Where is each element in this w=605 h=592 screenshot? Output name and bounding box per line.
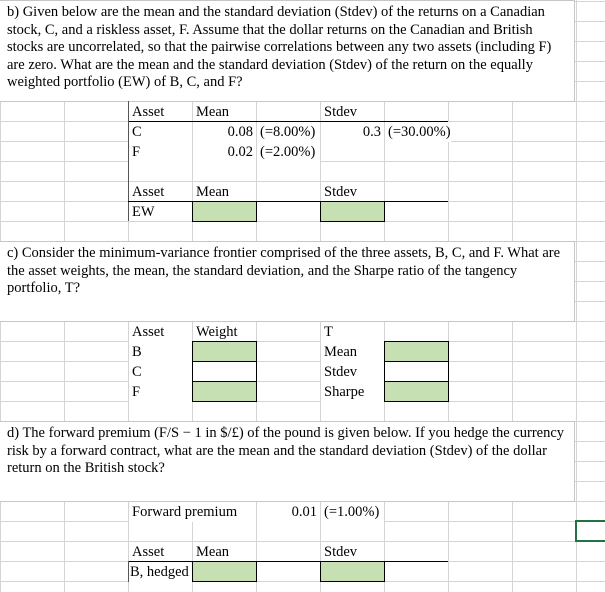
asset-c[interactable]: C	[129, 362, 192, 382]
hedged-stdev-answer-cell[interactable]	[320, 561, 385, 582]
asset-f[interactable]: F	[129, 382, 192, 402]
header-asset[interactable]: Asset	[129, 182, 192, 202]
mean-c[interactable]: 0.08	[193, 122, 256, 142]
header-stdev[interactable]: Stdev	[321, 182, 384, 202]
asset-f[interactable]: F	[129, 142, 192, 162]
header-weight[interactable]: Weight	[193, 322, 256, 342]
stdev-c[interactable]: 0.3	[321, 122, 384, 142]
asset-b-hedged[interactable]: B, hedged	[129, 562, 192, 582]
question-b-text[interactable]: b) Given below are the mean and the standard deviation (Stdev) of the returns on a Canadian stock, C, and a riskless asset, F. Assume that the dollar returns on the Canadian and British stocks are uncorrelated, so that the pairwise correlations between any two assets (including F) are zero. What are the mean and the standard deviation (Stdev) of the return on the equally weighted portfolio (EW) of B, C, and F?	[0, 0, 575, 102]
t-sharpe-answer-cell[interactable]	[384, 381, 449, 402]
weight-b-answer-cell[interactable]	[192, 341, 257, 362]
asset-c[interactable]: C	[129, 122, 192, 142]
header-mean[interactable]: Mean	[193, 102, 256, 122]
header-t[interactable]: T	[321, 322, 384, 342]
mean-c-pct[interactable]: (=8.00%)	[257, 122, 320, 142]
label-sharpe[interactable]: Sharpe	[321, 382, 384, 402]
header-stdev[interactable]: Stdev	[321, 102, 384, 122]
weight-f-answer-cell[interactable]	[192, 381, 257, 402]
stdev-c-pct[interactable]: (=30.00%)	[385, 122, 451, 142]
question-d-text[interactable]: d) The forward premium (F/S − 1 in $/£) of the pound is given below. If you hedge the currency risk by a forward contract, what are the mean and the standard deviation (Stdev) of the dollar return on the British stock?	[0, 421, 575, 502]
header-stdev[interactable]: Stdev	[321, 542, 384, 562]
header-asset[interactable]: Asset	[129, 102, 192, 122]
asset-ew[interactable]: EW	[132, 204, 155, 220]
forward-premium-pct[interactable]: (=1.00%)	[321, 502, 384, 522]
mean-f[interactable]: 0.02	[193, 142, 256, 162]
ew-mean-answer-cell[interactable]	[192, 201, 257, 222]
ew-stdev-answer-cell[interactable]	[320, 201, 385, 222]
header-asset[interactable]: Asset	[129, 322, 192, 342]
forward-premium-value[interactable]: 0.01	[257, 502, 320, 522]
selected-cell[interactable]	[575, 520, 605, 542]
t-stdev-answer-cell[interactable]	[384, 361, 449, 382]
table-left-border	[128, 561, 129, 582]
label-stdev[interactable]: Stdev	[321, 362, 384, 382]
header-mean[interactable]: Mean	[193, 182, 256, 202]
t-mean-answer-cell[interactable]	[384, 341, 449, 362]
asset-b[interactable]: B	[129, 342, 192, 362]
label-mean[interactable]: Mean	[321, 342, 384, 362]
hedged-mean-answer-cell[interactable]	[192, 561, 257, 582]
mean-f-pct[interactable]: (=2.00%)	[257, 142, 320, 162]
header-mean[interactable]: Mean	[193, 542, 256, 562]
header-asset[interactable]: Asset	[129, 542, 192, 562]
weight-c-answer-cell[interactable]	[192, 361, 257, 382]
question-c-text[interactable]: c) Consider the minimum-variance frontier comprised of the three assets, B, C, and F. What are the asset weights, the mean, the standard deviation, and the Sharpe ratio of the tangency portfolio, T?	[0, 241, 575, 322]
forward-premium-label[interactable]: Forward premium	[129, 502, 256, 522]
